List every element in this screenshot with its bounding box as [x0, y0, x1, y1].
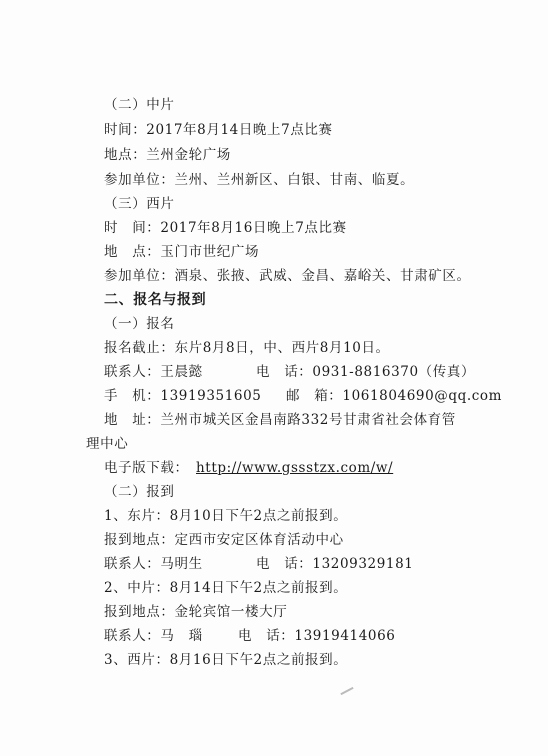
section-central-heading: （二）中片: [104, 97, 175, 113]
signup-email: 邮 箱：1061804690@qq.com: [286, 388, 503, 404]
west-participants: 参加单位：酒泉、张掖、武威、金昌、嘉峪关、甘肃矿区。: [104, 268, 471, 284]
west-venue: 地 点：玉门市世纪广场: [104, 244, 260, 260]
central-phone: 电 话：13919414066: [238, 628, 396, 644]
east-checkin-location: 报到地点：定西市安定区体育活动中心: [104, 532, 344, 548]
east-phone: 电 话：13209329181: [256, 556, 414, 572]
central-participants: 参加单位：兰州、兰州新区、白银、甘南、临夏。: [104, 172, 415, 188]
east-checkin-time: 1、东片：8月10日下午2点之前报到。: [104, 508, 348, 524]
west-checkin-time: 3、西片：8月16日下午2点之前报到。: [104, 652, 348, 668]
east-contact: 联系人：马明生: [104, 556, 203, 572]
checkin-heading: （二）报到: [104, 484, 175, 500]
signup-deadline: 报名截止：东片8月8日，中、西片8月10日。: [104, 340, 390, 356]
central-time: 时间：2017年8月14日晚上7点比赛: [104, 122, 333, 138]
download-label: 电子版下载：: [104, 460, 189, 476]
signup-phone: 电 话：0931-8816370（传真）: [256, 364, 476, 380]
section-west-heading: （三）西片: [104, 196, 175, 212]
registration-heading: 二、报名与报到: [104, 292, 207, 308]
central-venue: 地点：兰州金轮广场: [104, 147, 231, 163]
signup-heading: （一）报名: [104, 316, 175, 332]
scan-mark: [340, 687, 353, 695]
central-checkin-location: 报到地点：金轮宾馆一楼大厅: [104, 604, 288, 620]
central-contact: 联系人：马 瑙: [104, 628, 203, 644]
signup-contact: 联系人：王晨懿: [104, 364, 203, 380]
download-link[interactable]: http://www.gssstzx.com/w/: [196, 460, 394, 476]
signup-address-continued: 理中心: [86, 436, 129, 452]
west-time: 时 间：2017年8月16日晚上7点比赛: [104, 220, 347, 236]
central-checkin-time: 2、中片：8月14日下午2点之前报到。: [104, 580, 348, 596]
signup-mobile: 手 机：13919351605: [104, 388, 262, 404]
signup-address: 地 址：兰州市城关区金昌南路332号甘肃省社会体育管: [104, 412, 456, 428]
